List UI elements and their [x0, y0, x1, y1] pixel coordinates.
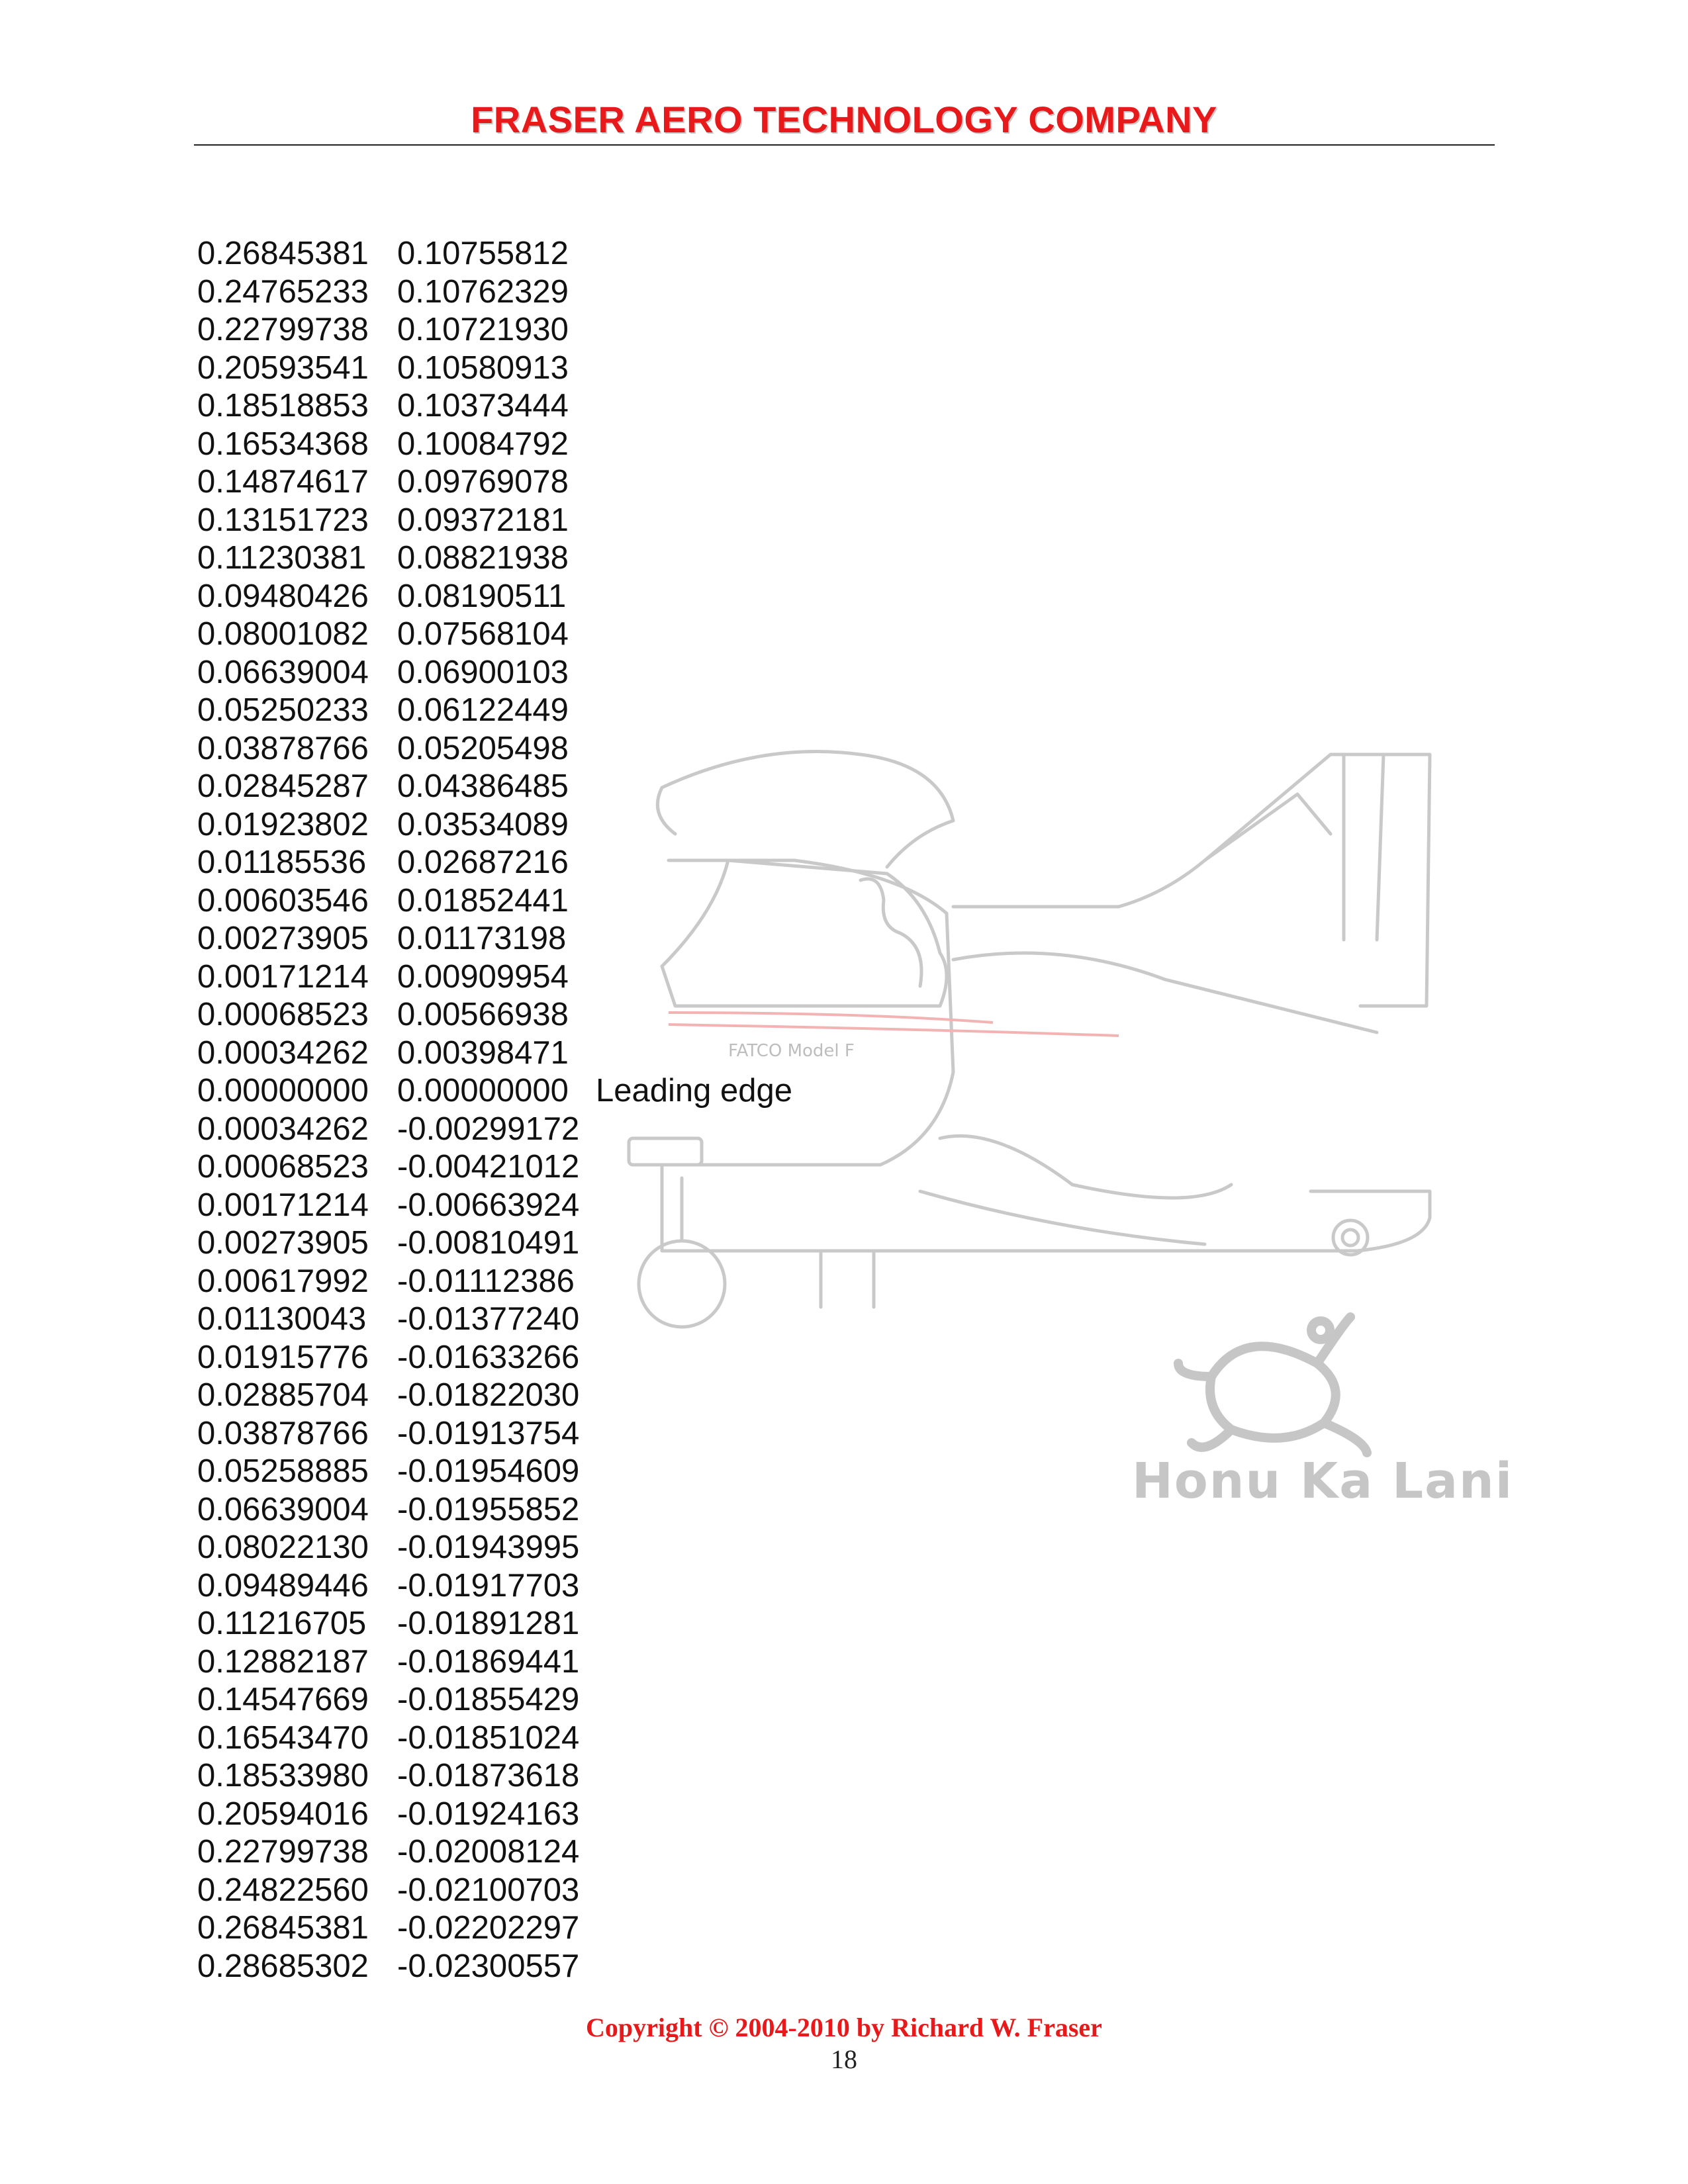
x-coordinate: 0.18518853 [197, 388, 369, 424]
x-coordinate: 0.11216705 [197, 1606, 367, 1641]
x-coordinate: 0.06639004 [197, 654, 369, 690]
y-coordinate: 0.08190511 [397, 578, 567, 614]
table-row [197, 654, 792, 692]
y-coordinate: 0.10762329 [397, 273, 569, 310]
y-coordinate: -0.01917703 [397, 1567, 580, 1604]
x-coordinate: 0.26845381 [197, 236, 369, 271]
table-row [197, 426, 792, 464]
x-coordinate: 0.00273905 [197, 921, 369, 956]
y-coordinate: -0.01377240 [397, 1301, 580, 1337]
table-row [197, 1263, 792, 1301]
table-row [197, 1491, 792, 1529]
table-row [197, 539, 792, 578]
x-coordinate: 0.00171214 [197, 1187, 369, 1223]
x-coordinate: 0.06639004 [197, 1491, 369, 1527]
y-coordinate: -0.01943995 [397, 1529, 580, 1565]
table-row [197, 730, 792, 768]
y-coordinate: 0.10373444 [397, 388, 569, 424]
x-coordinate: 0.00034262 [197, 1111, 369, 1147]
y-coordinate: 0.00566938 [397, 997, 569, 1032]
table-row [197, 1605, 792, 1643]
y-coordinate: -0.01822030 [397, 1377, 580, 1413]
table-row [197, 996, 792, 1034]
y-coordinate: 0.10755812 [397, 236, 569, 271]
watermark-model-label: FATCO Model F [728, 1041, 855, 1061]
y-coordinate: -0.00663924 [397, 1187, 580, 1223]
table-row [197, 920, 792, 958]
y-coordinate: 0.00909954 [397, 958, 569, 995]
x-coordinate: 0.22799738 [197, 1834, 369, 1870]
table-row [197, 1909, 792, 1948]
table-row [197, 768, 792, 806]
y-coordinate: -0.00810491 [397, 1225, 580, 1261]
y-coordinate: -0.01633266 [397, 1339, 580, 1375]
y-coordinate: 0.09372181 [397, 502, 569, 538]
table-row [197, 578, 792, 616]
table-row [197, 273, 792, 312]
table-row [197, 1415, 792, 1453]
y-coordinate: -0.00299172 [397, 1111, 580, 1147]
x-coordinate: 0.13151723 [197, 502, 369, 538]
y-coordinate: 0.01852441 [397, 882, 569, 919]
y-coordinate: -0.01913754 [397, 1415, 580, 1451]
copyright-footer: Copyright © 2004-2010 by Richard W. Fraser [586, 2013, 1102, 2042]
y-coordinate: 0.09769078 [397, 464, 569, 500]
y-coordinate: -0.02202297 [397, 1910, 580, 1946]
x-coordinate: 0.14547669 [197, 1682, 369, 1717]
x-coordinate: 0.08001082 [197, 616, 369, 652]
company-header: FRASER AERO TECHNOLOGY COMPANY [471, 99, 1217, 140]
y-coordinate: 0.06900103 [397, 654, 569, 690]
x-coordinate: 0.02845287 [197, 768, 369, 804]
page-number: 18 [831, 2044, 857, 2074]
table-row [197, 1567, 792, 1606]
x-coordinate: 0.22799738 [197, 312, 369, 347]
x-coordinate: 0.11230381 [197, 540, 367, 576]
x-coordinate: 0.05258885 [197, 1453, 369, 1489]
x-coordinate: 0.20594016 [197, 1796, 369, 1832]
x-coordinate: 0.00603546 [197, 882, 369, 919]
table-row [197, 1872, 792, 1910]
x-coordinate: 0.14874617 [197, 464, 369, 500]
x-coordinate: 0.00171214 [197, 958, 369, 995]
table-row [197, 1111, 792, 1149]
table-row [197, 958, 792, 997]
x-coordinate: 0.24765233 [197, 273, 369, 310]
x-coordinate: 0.18533980 [197, 1758, 369, 1794]
y-coordinate: 0.00398471 [397, 1034, 569, 1071]
y-coordinate: -0.01112386 [397, 1263, 575, 1299]
y-coordinate: 0.06122449 [397, 692, 569, 728]
table-row [197, 1643, 792, 1682]
table-row [197, 1529, 792, 1567]
x-coordinate: 0.01915776 [197, 1339, 369, 1375]
y-coordinate: 0.10084792 [397, 426, 569, 462]
x-coordinate: 0.08022130 [197, 1529, 369, 1565]
table-row [197, 844, 792, 882]
table-row [197, 463, 792, 502]
table-row [197, 387, 792, 426]
table-row [197, 1453, 792, 1491]
x-coordinate: 0.05250233 [197, 692, 369, 728]
y-coordinate: -0.01869441 [397, 1643, 580, 1680]
y-coordinate: 0.10580913 [397, 349, 569, 386]
y-coordinate: -0.01924163 [397, 1796, 580, 1832]
x-coordinate: 0.01185536 [197, 844, 367, 880]
x-coordinate: 0.12882187 [197, 1643, 369, 1680]
x-coordinate: 0.01130043 [197, 1301, 367, 1337]
y-coordinate: -0.00421012 [397, 1149, 580, 1185]
x-coordinate: 0.00034262 [197, 1034, 369, 1071]
y-coordinate: 0.03534089 [397, 806, 569, 842]
y-coordinate: 0.00000000 [397, 1073, 569, 1109]
y-coordinate: 0.08821938 [397, 540, 569, 576]
table-row [197, 882, 792, 921]
table-row [197, 1034, 792, 1073]
table-row [197, 692, 792, 730]
table-row [197, 1339, 792, 1377]
x-coordinate: 0.03878766 [197, 1415, 369, 1451]
x-coordinate: 0.09480426 [197, 578, 369, 614]
y-coordinate: 0.02687216 [397, 844, 569, 880]
x-coordinate: 0.00068523 [197, 997, 369, 1032]
y-coordinate: -0.01954609 [397, 1453, 580, 1489]
y-coordinate: 0.10721930 [397, 312, 569, 347]
x-coordinate: 0.03878766 [197, 730, 369, 766]
x-coordinate: 0.26845381 [197, 1910, 369, 1946]
header-rule [194, 144, 1495, 146]
x-coordinate: 0.16543470 [197, 1719, 369, 1756]
y-coordinate: -0.01955852 [397, 1491, 580, 1527]
x-coordinate: 0.00273905 [197, 1225, 369, 1261]
x-coordinate: 0.01923802 [197, 806, 369, 842]
y-coordinate: -0.02008124 [397, 1834, 580, 1870]
leading-edge-note: Leading edge [596, 1073, 793, 1109]
y-coordinate: -0.01891281 [397, 1606, 580, 1641]
table-row [197, 1072, 792, 1111]
table-row [197, 1377, 792, 1415]
x-coordinate: 0.16534368 [197, 426, 369, 462]
table-row [197, 1300, 792, 1339]
table-row [197, 1187, 792, 1225]
x-coordinate: 0.00068523 [197, 1149, 369, 1185]
table-row [197, 1948, 792, 1986]
table-row [197, 1719, 792, 1758]
y-coordinate: 0.04386485 [397, 768, 569, 804]
table-row [197, 235, 792, 273]
x-coordinate: 0.20593541 [197, 349, 369, 386]
table-row [197, 615, 792, 654]
y-coordinate: -0.01851024 [397, 1719, 580, 1756]
y-coordinate: 0.05205498 [397, 730, 569, 766]
table-row [197, 1796, 792, 1834]
x-coordinate: 0.24822560 [197, 1872, 369, 1908]
table-row [197, 806, 792, 844]
watermark-brand: Honu Ka Lani [1132, 1453, 1514, 1510]
y-coordinate: -0.02100703 [397, 1872, 580, 1908]
y-coordinate: 0.01173198 [397, 921, 567, 956]
x-coordinate: 0.09489446 [197, 1567, 369, 1604]
table-row [197, 1833, 792, 1872]
table-row [197, 1681, 792, 1719]
table-row [197, 1757, 792, 1796]
airfoil-coordinate-table [197, 235, 792, 1985]
table-row [197, 1148, 792, 1187]
y-coordinate: -0.01855429 [397, 1682, 580, 1717]
x-coordinate: 0.00000000 [197, 1073, 369, 1109]
y-coordinate: 0.07568104 [397, 616, 569, 652]
table-row [197, 349, 792, 388]
x-coordinate: 0.00617992 [197, 1263, 369, 1299]
x-coordinate: 0.02885704 [197, 1377, 369, 1413]
table-row [197, 311, 792, 349]
table-row [197, 1224, 792, 1263]
table-row [197, 502, 792, 540]
y-coordinate: -0.01873618 [397, 1758, 580, 1794]
x-coordinate: 0.28685302 [197, 1948, 369, 1984]
y-coordinate: -0.02300557 [397, 1948, 580, 1984]
